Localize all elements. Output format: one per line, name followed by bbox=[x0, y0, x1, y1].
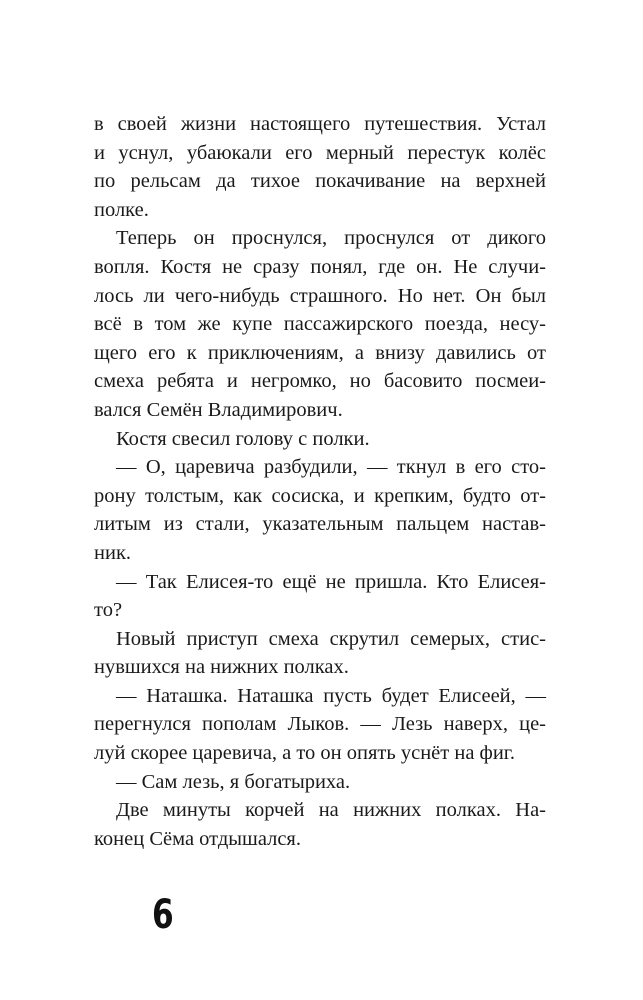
text-line: вопля. Костя не сразу понял, где он. Не случи- bbox=[94, 255, 546, 278]
text-line: конец Сёма отдышался. bbox=[94, 827, 301, 850]
text-line: в своей жизни настоящего путешествия. Устал bbox=[94, 113, 546, 135]
text-line: ник. bbox=[94, 541, 132, 564]
text-line: то? bbox=[94, 599, 123, 622]
text-line: — Сам лезь, я богатыриха. bbox=[116, 770, 351, 793]
text-line: — О, царевича разбудили, — ткнул в его сто- bbox=[116, 456, 546, 479]
text-line: вался Семён Владимирович. bbox=[94, 398, 343, 421]
text-line: и уснул, убаюкали его мерный перестук колёс bbox=[94, 141, 546, 164]
text-line: Две минуты корчей на нижних полках. На- bbox=[116, 799, 546, 822]
text-line: полке. bbox=[94, 198, 149, 221]
text-line: рону толстым, как сосиска, и крепким, будто от- bbox=[94, 484, 546, 507]
text-line: перегнулся пополам Лыков. — Лезь наверх, це- bbox=[94, 713, 546, 736]
text-line: лось ли чего-нибудь страшного. Но нет. Он был bbox=[94, 284, 546, 307]
text-line: всё в том же купе пассажирского поезда, несу- bbox=[94, 313, 546, 336]
page-number: 6 bbox=[152, 892, 174, 938]
body-text bbox=[94, 110, 546, 853]
text-line: — Наташка. Наташка пусть будет Елисеей, — bbox=[116, 684, 546, 707]
text-line: Костя свесил голову с полки. bbox=[116, 427, 370, 450]
text-line: по рельсам да тихое покачивание на верхней bbox=[94, 170, 546, 193]
text-line: щего его к приключениям, а внизу давились от bbox=[94, 341, 546, 364]
text-line: литым из стали, указательным пальцем настав- bbox=[94, 513, 546, 536]
text-line: луй скорее царевича, а то он опять уснёт на фиг. bbox=[94, 742, 516, 765]
text-line: Новый приступ смеха скрутил семерых, стис- bbox=[116, 627, 546, 650]
text-line: — Так Елисея-то ещё не пришла. Кто Елисея- bbox=[116, 570, 546, 593]
text-line: нувшихся на нижних полках. bbox=[94, 656, 349, 679]
text-line: смеха ребята и негромко, но басовито посмеи- bbox=[94, 370, 546, 393]
text-line: Теперь он проснулся, проснулся от дикого bbox=[116, 227, 546, 250]
